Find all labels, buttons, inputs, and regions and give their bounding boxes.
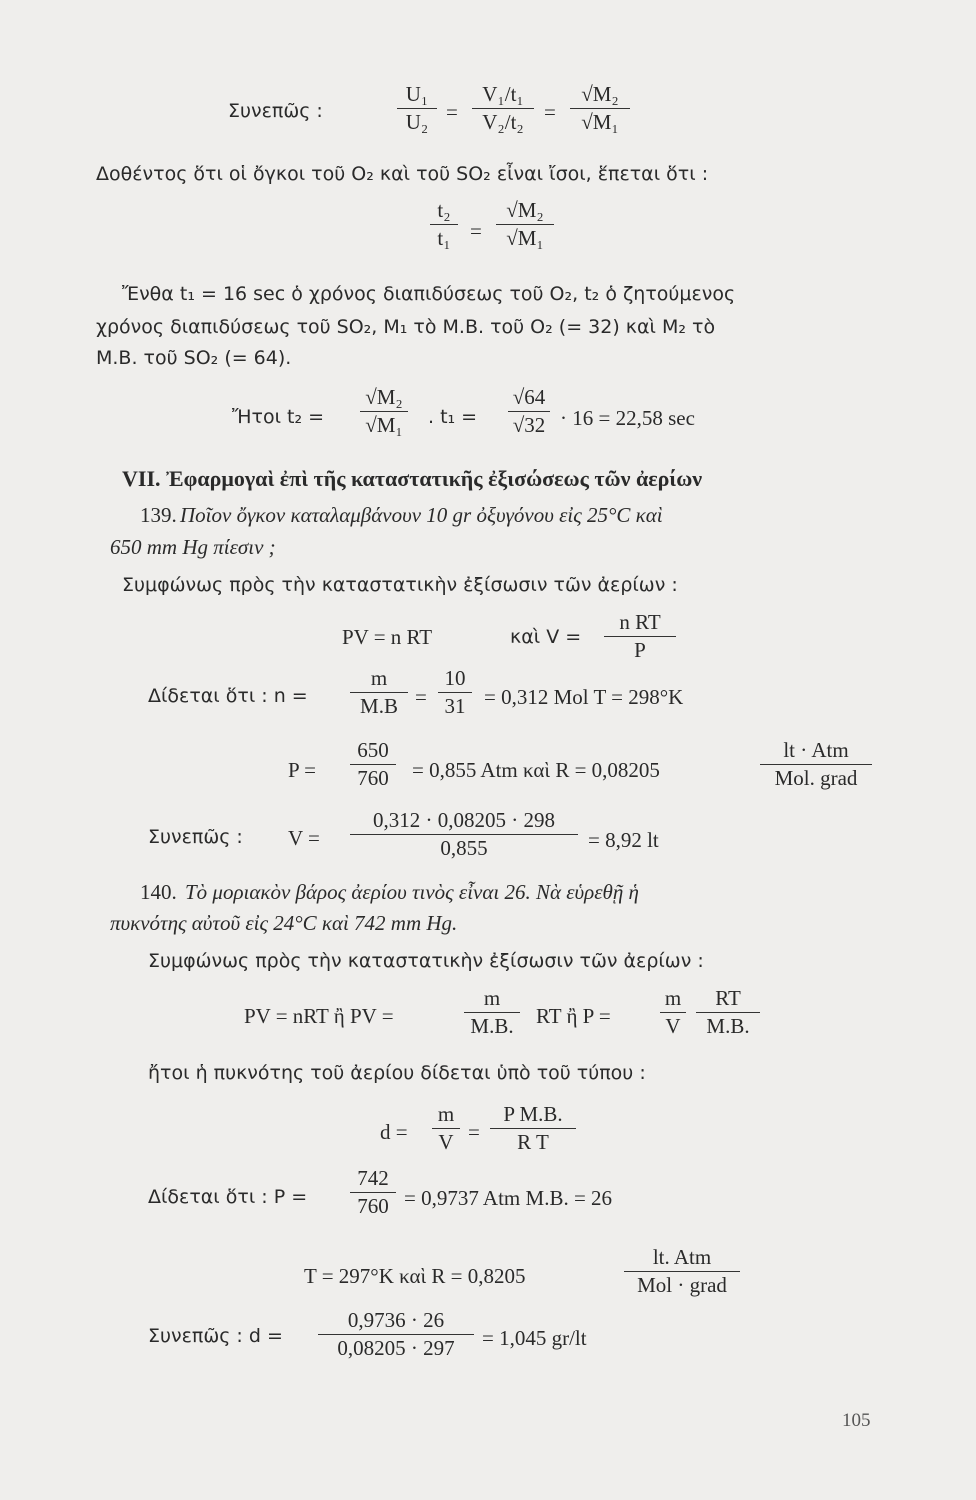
equals-sign: = (446, 100, 458, 124)
equals-sign: = (415, 685, 427, 709)
problem-text: Ποῖον ὄγκον καταλαμβάνουν 10 gr ὀξυγόνου εἰς 25°C καὶ (180, 503, 663, 527)
fraction-650-760: $\frac{650}{760}$ (350, 740, 396, 789)
fraction-m-v: $\frac{m}{V}$ (660, 988, 686, 1037)
fraction-t2-t1: $\frac{\text{t₂}}{\text{t₁}}$ (430, 200, 458, 249)
body-text: Συμφώνως πρὸς τὴν καταστατικὴν ἐξίσωσιν τῶν ἀερίων : (122, 574, 678, 596)
section-heading: VII. Ἐφαρμογαὶ ἐπὶ τῆς καταστατικῆς ἐξισώσεως τῶν ἀερίων (122, 466, 703, 491)
equation-text: V = (288, 826, 320, 850)
therefore-label: Συνεπῶς : (148, 826, 243, 848)
body-text: ἤτοι ἡ πυκνότης τοῦ ἀερίου δίδεται ὑπὸ τοῦ τύπου : (148, 1062, 646, 1084)
fraction-742-760: $\frac{742}{760}$ (350, 1168, 396, 1217)
problem-text: Τὸ μοριακὸν βάρος ἀερίου τινὸς εἶναι 26. Νὰ εὑρεθῇ ἡ (185, 880, 639, 904)
equation-text: PV = n RT (342, 625, 433, 649)
equation-text: RT ἢ P = (536, 1004, 611, 1028)
result-text: T = 297°K καὶ R = 0,8205 (304, 1264, 526, 1288)
result-text: = 1,045 gr/lt (482, 1326, 587, 1350)
problem-number: 139. (140, 503, 177, 527)
body-text: M.B. τοῦ SO₂ (= 64). (96, 347, 292, 369)
therefore-label: Συνεπῶς : d = (148, 1325, 283, 1347)
body-text: Δίδεται ὅτι : P = (148, 1186, 308, 1208)
body-text: χρόνος διαπιδύσεως τοῦ SO₂, M₁ τὸ M.B. τοῦ O₂ (= 32) καὶ M₂ τὸ (96, 316, 716, 338)
problem-text: 650 mm Hg πίεσιν ; (110, 535, 276, 559)
result-text: = 0,9737 Atm M.B. = 26 (404, 1186, 613, 1210)
equation-text: d = (380, 1120, 408, 1144)
fraction-m-mb: $\frac{m}{M.B.}$ (464, 988, 520, 1037)
fraction-m-v: $\frac{m}{V}$ (432, 1104, 460, 1153)
result-text: = 8,92 lt (588, 828, 659, 852)
body-text: Δίδεται ὅτι : n = (148, 685, 308, 707)
body-text: Δοθέντος ὅτι οἱ ὄγκοι τοῦ O₂ καὶ τοῦ SO₂ εἶναι ἴσοι, ἕπεται ὅτι : (96, 163, 709, 185)
fraction-volume-calc: $\frac{0,312 \cdot 0,08205 \cdot 298}{0,855}$ (350, 810, 578, 859)
result-text: = 0,312 Mol T = 298°K (484, 685, 684, 709)
fraction-sqrt-m2-m1: $\frac{\text{√M₂}}{\text{√M₁}}$ (570, 84, 630, 133)
fraction-u1-u2: $\frac{\text{U₁}}{\text{U₂}}$ (397, 84, 437, 133)
equation-text: PV = nRT ἢ PV = (244, 1004, 394, 1028)
body-text: . t₁ = (428, 406, 478, 428)
equals-sign: = (470, 219, 482, 243)
therefore-label: Συνεπῶς : (228, 100, 323, 122)
problem-text: πυκνότης αὐτοῦ εἰς 24°C καὶ 742 mm Hg. (110, 911, 458, 935)
result-text: = 0,855 Atm καὶ R = 0,08205 (412, 758, 660, 782)
fraction-rt-mb: $\frac{RT}{M.B.}$ (696, 988, 760, 1037)
fraction-sqrt-m2-m1: $\frac{\text{√M₂}}{\text{√M₁}}$ (360, 387, 408, 436)
fraction-units-r: lt · Atm Mol. grad (760, 740, 872, 789)
equals-sign: = (544, 100, 556, 124)
fraction-pmb-rt: $\frac{\text{P M.B.}}{\text{R T}}$ (490, 1104, 576, 1153)
equation-text: P = (288, 758, 316, 782)
fraction-v1t1-v2t2: $\frac{\text{V₁/t₁}}{\text{V₂/t₂}}$ (472, 84, 534, 133)
equals-sign: = (468, 1120, 480, 1144)
body-text: Ἤτοι t₂ = (232, 406, 325, 428)
fraction-nrt-p: $\frac{\text{n RT}}{P}$ (604, 612, 676, 661)
body-text: Ἔνθα t₁ = 16 sec ὁ χρόνος διαπιδύσεως τοῦ O₂, t₂ ὁ ζητούμενος (122, 283, 736, 305)
problem-number: 140. (140, 880, 177, 904)
fraction-10-31: $\frac{10}{31}$ (438, 668, 472, 717)
equation-text: καὶ V = (510, 626, 582, 648)
result-text: · 16 = 22,58 sec (560, 406, 695, 430)
fraction-sqrt-64-32: $\frac{√64}{√32}$ (508, 387, 550, 436)
fraction-sqrt-m2-m1: $\frac{\text{√M₂}}{\text{√M₁}}$ (496, 200, 554, 249)
fraction-units-r: lt. Atm Mol · grad (624, 1247, 740, 1296)
body-text: Συμφώνως πρὸς τὴν καταστατικὴν ἐξίσωσιν τῶν ἀερίων : (148, 950, 704, 972)
fraction-m-mb: $\frac{m}{M.B}$ (350, 668, 408, 717)
fraction-density-calc: $\frac{0,9736 \cdot 26}{0,08205 \cdot 297}$ (318, 1310, 474, 1359)
page-number: 105 (842, 1410, 871, 1431)
